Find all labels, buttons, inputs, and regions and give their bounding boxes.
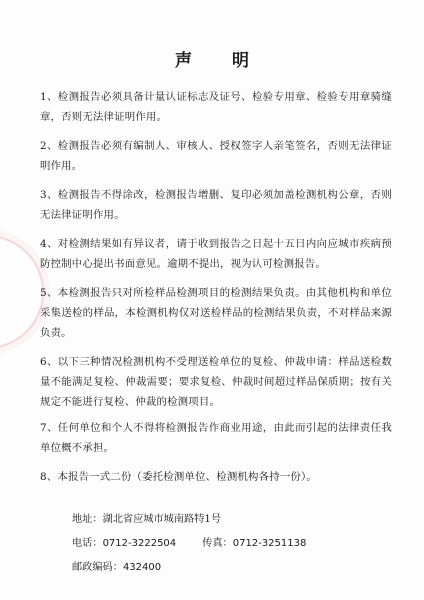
postcode-row	[72, 559, 392, 583]
fax-label: 传真：	[202, 538, 233, 549]
seal-stamp-fragment	[0, 235, 44, 349]
clause-2: 2、检测报告必须有编制人、审核人、授权签字人亲笔签名，否则无法律证明作用。	[40, 140, 392, 172]
postcode-value: 432400	[122, 562, 162, 573]
address-label: 地址：	[72, 514, 103, 525]
postcode-label: 邮政编码：	[72, 562, 123, 573]
address-value: 湖北省应城市城南路特1号	[102, 514, 222, 525]
clause-5: 5、本检测报告只对所检样品检测项目的检测结果负责。由其他机构和单位采集送检的样品，本检测机构仅对送检样品的检测结果负责，不对样品来源负责。	[40, 287, 392, 339]
clause-1: 1、检测报告必须具备计量认证标志及证号、检验专用章、检验专用章骑缝章，否则无法律证明作用。	[40, 91, 392, 123]
address-row	[72, 511, 392, 535]
clause-3: 3、检测报告不得涂改，检测报告增删、复印必须加盖检测机构公章，否则无法律证明作用。	[40, 189, 392, 221]
phone-fax-row	[72, 535, 392, 559]
phone-label: 电话：	[72, 538, 103, 549]
phone-value: 0712-3222504	[102, 538, 177, 549]
page-title: 声明	[175, 51, 289, 71]
fax-value: 0712-3251138	[232, 538, 307, 549]
contact-block	[72, 511, 392, 583]
clause-list	[40, 87, 392, 496]
clause-4: 4、对检测结果如有异议者，请于收到报告之日起十五日内向应城市疾病预防控制中心提出书面意见。逾期不提出，视为认可检测报告。	[40, 238, 392, 270]
clause-7: 7、任何单位和个人不得将检测报告作商业用途，由此而引起的法律责任我单位概不承担。	[40, 422, 392, 454]
clause-8: 8、本报告一式二份（委托检测单位、检测机构各持一份）。	[40, 471, 317, 483]
clause-6: 6、以下三种情况检测机构不受理送检单位的复检、仲裁申请：样品送检数量不能满足复检、仲裁需要；要求复检、仲裁时间超过样品保质期；按有关规定不能进行复检、仲裁的检测项目。	[40, 356, 392, 408]
